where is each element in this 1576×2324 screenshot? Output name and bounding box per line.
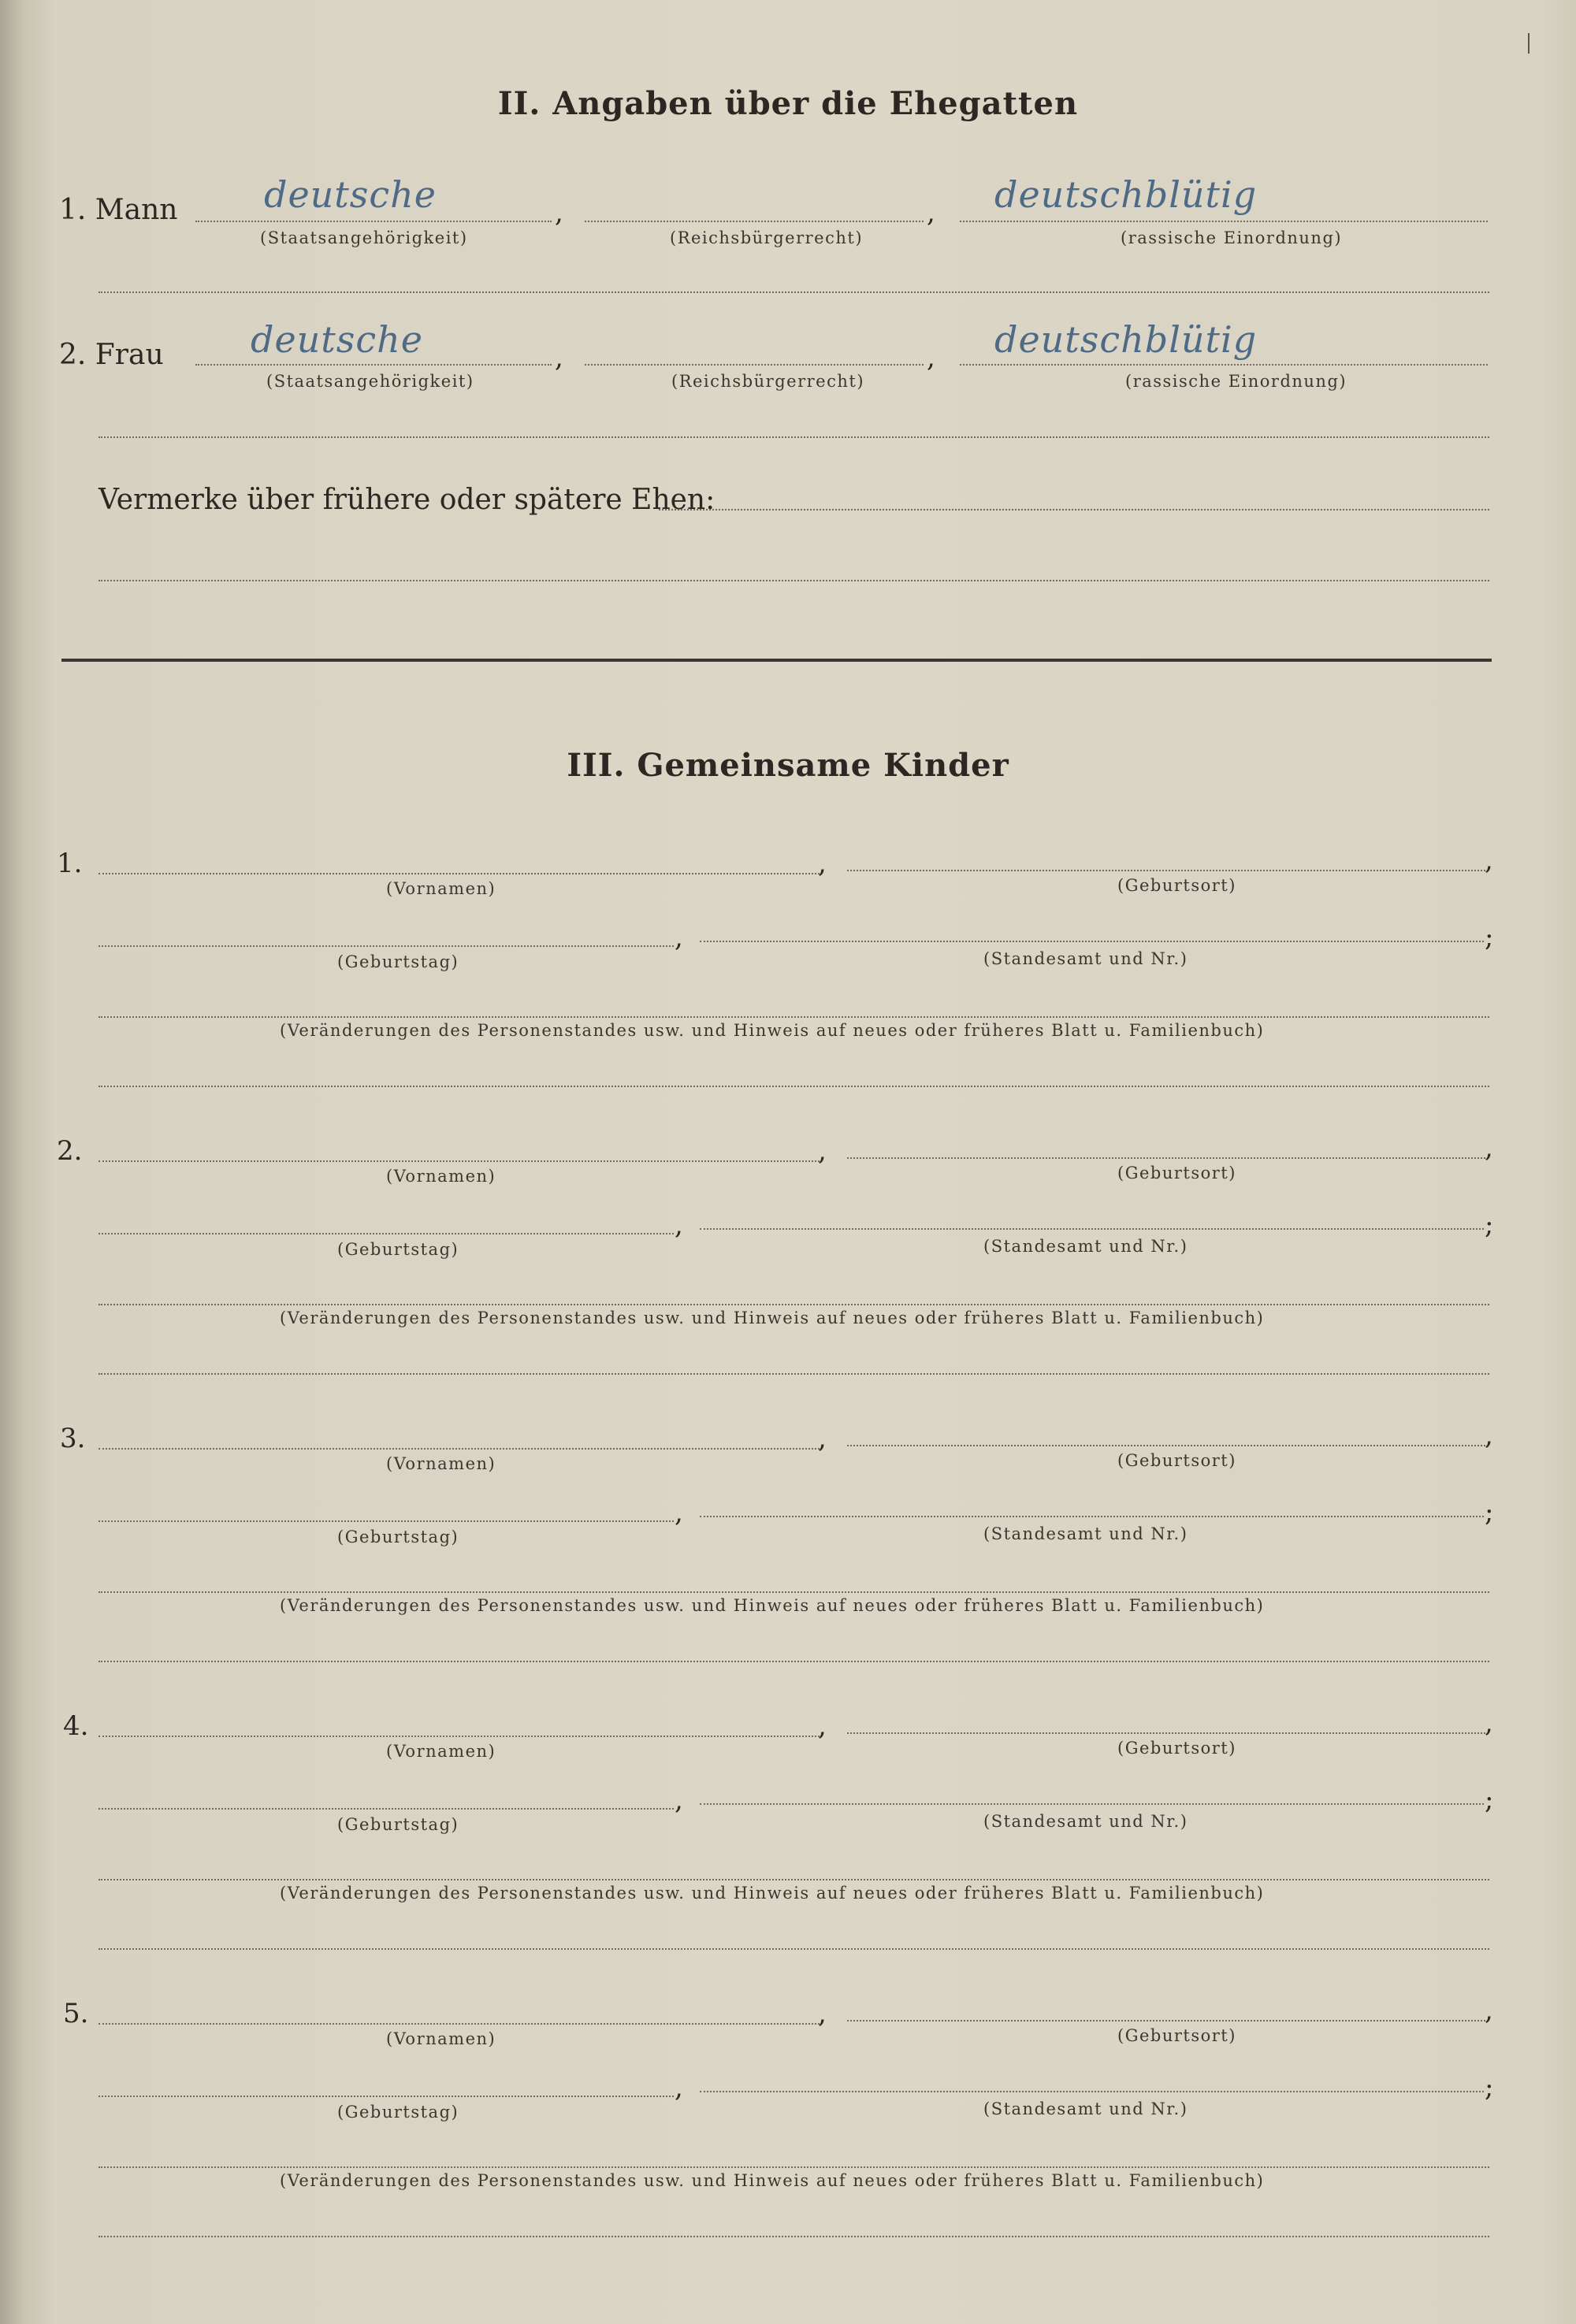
caption-registry: (Standesamt und Nr.) [983, 949, 1188, 968]
husband-nationality-line[interactable] [195, 221, 552, 222]
comma: , [675, 2072, 683, 2103]
child-birthplace-line[interactable] [847, 1732, 1485, 1734]
child-number: 4. [63, 1710, 89, 1742]
caption-citizenship: (Reichsbürgerrecht) [670, 228, 864, 247]
section-3-title: III. Gemeinsame Kinder [567, 747, 1009, 784]
child-birthplace-line[interactable] [847, 870, 1485, 871]
child-birthday-line[interactable] [98, 945, 674, 947]
caption-birthday: (Geburtstag) [337, 2103, 459, 2122]
child-birthplace-line[interactable] [847, 2020, 1485, 2021]
caption-birthplace: (Geburtsort) [1117, 2026, 1236, 2045]
caption-changes: (Veränderungen des Personenstandes usw. und Hinweis auf neues oder früheres Blatt u. Familienbuch) [280, 1884, 1265, 1903]
child-changes-line[interactable] [98, 2166, 1489, 2168]
wife-nationality-value: deutsche [251, 318, 423, 361]
wife-extra-line[interactable] [98, 436, 1489, 438]
marriage-notes-label: Vermerke über frühere oder spätere Ehen: [98, 484, 716, 516]
husband-race-value: deutschblütig [994, 173, 1258, 216]
comma: , [1485, 1132, 1493, 1164]
child-birthday-line[interactable] [98, 1233, 674, 1234]
caption-first-names: (Vornamen) [386, 1454, 496, 1473]
child-changes-line[interactable] [98, 1591, 1489, 1593]
comma: , [818, 1998, 827, 2029]
child-birthday-line[interactable] [98, 1520, 674, 1522]
semicolon: ; [1485, 2072, 1494, 2103]
semicolon: ; [1485, 1497, 1494, 1528]
marriage-notes-line-1[interactable] [659, 509, 1489, 510]
caption-birthplace: (Geburtsort) [1117, 1164, 1236, 1182]
caption-changes: (Veränderungen des Personenstandes usw. und Hinweis auf neues oder früheres Blatt u. Familienbuch) [280, 2171, 1265, 2190]
child-firstname-line[interactable] [98, 1448, 820, 1450]
comma: , [818, 1710, 827, 1742]
husband-citizenship-line[interactable] [585, 221, 924, 222]
comma: , [675, 1784, 683, 1816]
comma: , [927, 342, 935, 373]
comma: , [675, 1209, 683, 1241]
comma: , [675, 1497, 683, 1528]
husband-race-line[interactable] [960, 221, 1488, 222]
comma: , [1485, 1420, 1493, 1451]
child-registry-line[interactable] [700, 2091, 1484, 2092]
wife-label: 2. Frau [59, 339, 164, 371]
child-registry-line[interactable] [700, 941, 1484, 942]
caption-first-names: (Vornamen) [386, 1742, 496, 1761]
child-extra-line[interactable] [98, 1661, 1489, 1662]
caption-first-names: (Vornamen) [386, 1167, 496, 1186]
child-birthplace-line[interactable] [847, 1445, 1485, 1446]
child-birthday-line[interactable] [98, 2096, 674, 2097]
husband-extra-line[interactable] [98, 291, 1489, 293]
comma: , [555, 197, 563, 228]
comma: , [555, 342, 563, 373]
comma: , [927, 197, 935, 228]
husband-label: 1. Mann [59, 194, 178, 226]
caption-birthday: (Geburtstag) [337, 1528, 459, 1546]
child-firstname-line[interactable] [98, 873, 820, 874]
section-divider [61, 659, 1492, 662]
caption-race: (rassische Einordnung) [1121, 228, 1343, 247]
husband-nationality-value: deutsche [264, 173, 437, 216]
caption-birthday: (Geburtstag) [337, 1815, 459, 1834]
comma: , [1485, 845, 1493, 876]
child-number: 1. [57, 848, 83, 879]
child-number: 3. [60, 1423, 86, 1454]
child-birthplace-line[interactable] [847, 1157, 1485, 1159]
child-changes-line[interactable] [98, 1304, 1489, 1305]
comma: , [675, 922, 683, 953]
wife-race-value: deutschblütig [994, 318, 1258, 361]
caption-changes: (Veränderungen des Personenstandes usw. und Hinweis auf neues oder früheres Blatt u. Familienbuch) [280, 1021, 1265, 1040]
comma: , [818, 848, 827, 879]
caption-changes: (Veränderungen des Personenstandes usw. und Hinweis auf neues oder früheres Blatt u. Familienbuch) [280, 1309, 1265, 1327]
caption-citizenship: (Reichsbürgerrecht) [671, 372, 865, 391]
child-registry-line[interactable] [700, 1803, 1484, 1805]
caption-birthplace: (Geburtsort) [1117, 876, 1236, 895]
child-extra-line[interactable] [98, 1086, 1489, 1087]
child-registry-line[interactable] [700, 1228, 1484, 1230]
wife-race-line[interactable] [960, 364, 1488, 366]
child-firstname-line[interactable] [98, 1160, 820, 1162]
child-changes-line[interactable] [98, 1016, 1489, 1018]
wife-nationality-line[interactable] [195, 364, 552, 366]
caption-birthplace: (Geburtsort) [1117, 1451, 1236, 1470]
child-number: 5. [63, 1998, 89, 2029]
edge-mark [1528, 33, 1530, 54]
semicolon: ; [1485, 1209, 1494, 1241]
caption-registry: (Standesamt und Nr.) [983, 1237, 1188, 1256]
caption-birthday: (Geburtstag) [337, 1240, 459, 1259]
section-2-title: II. Angaben über die Ehegatten [497, 85, 1079, 122]
child-extra-line[interactable] [98, 1948, 1489, 1950]
child-registry-line[interactable] [700, 1516, 1484, 1517]
child-number: 2. [57, 1135, 83, 1167]
wife-citizenship-line[interactable] [585, 364, 924, 366]
semicolon: ; [1485, 1784, 1494, 1816]
marriage-notes-line-2[interactable] [98, 580, 1489, 581]
child-firstname-line[interactable] [98, 2023, 820, 2025]
caption-nationality: (Staatsangehörigkeit) [260, 228, 468, 247]
child-extra-line[interactable] [98, 2236, 1489, 2237]
caption-first-names: (Vornamen) [386, 879, 496, 898]
child-birthday-line[interactable] [98, 1808, 674, 1810]
caption-birthday: (Geburtstag) [337, 952, 459, 971]
caption-changes: (Veränderungen des Personenstandes usw. und Hinweis auf neues oder früheres Blatt u. Familienbuch) [280, 1596, 1265, 1615]
caption-first-names: (Vornamen) [386, 2029, 496, 2048]
comma: , [1485, 1707, 1493, 1739]
caption-birthplace: (Geburtsort) [1117, 1739, 1236, 1758]
caption-nationality: (Staatsangehörigkeit) [266, 372, 474, 391]
caption-registry: (Standesamt und Nr.) [983, 1812, 1188, 1831]
comma: , [818, 1423, 827, 1454]
semicolon: ; [1485, 922, 1494, 953]
child-firstname-line[interactable] [98, 1736, 820, 1737]
caption-race: (rassische Einordnung) [1125, 372, 1347, 391]
child-extra-line[interactable] [98, 1373, 1489, 1375]
comma: , [818, 1135, 827, 1167]
comma: , [1485, 1995, 1493, 2026]
caption-registry: (Standesamt und Nr.) [983, 1524, 1188, 1543]
child-changes-line[interactable] [98, 1879, 1489, 1880]
caption-registry: (Standesamt und Nr.) [983, 2099, 1188, 2118]
